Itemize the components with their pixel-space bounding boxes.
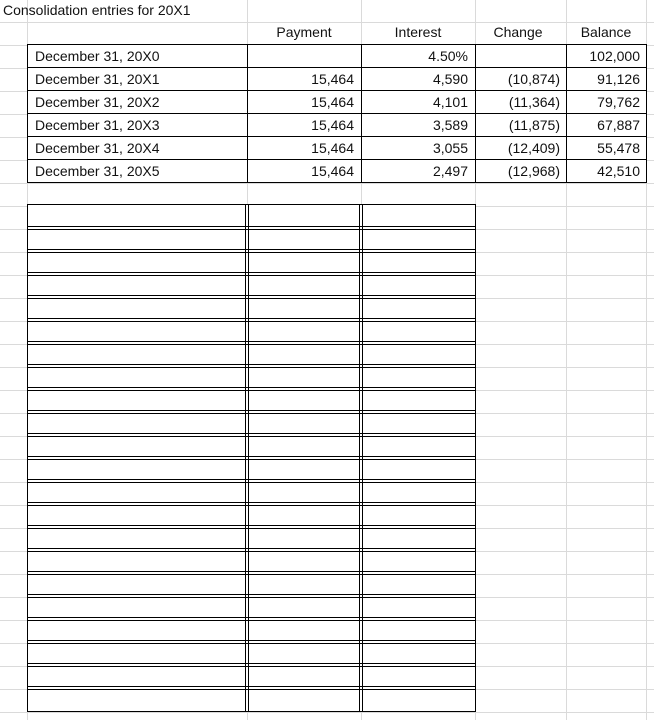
table-row: [28, 160, 646, 183]
table-row: [28, 137, 646, 160]
interest-cell[interactable]: 4.50%: [428, 48, 468, 64]
date-cell[interactable]: December 31, 20X4: [35, 140, 160, 156]
sheet-title[interactable]: Consolidation entries for 20X1: [3, 2, 191, 18]
header-balance[interactable]: Balance: [580, 24, 632, 40]
change-cell[interactable]: (12,409): [507, 140, 560, 156]
date-cell[interactable]: December 31, 20X1: [35, 71, 160, 87]
header-payment[interactable]: Payment: [276, 24, 332, 40]
interest-cell[interactable]: 3,055: [432, 140, 468, 156]
change-cell[interactable]: (10,874): [507, 71, 560, 87]
date-cell[interactable]: December 31, 20X2: [35, 94, 160, 110]
interest-cell[interactable]: 4,101: [432, 94, 468, 110]
interest-cell[interactable]: 2,497: [432, 163, 468, 179]
date-cell[interactable]: December 31, 20X3: [35, 117, 160, 133]
interest-cell[interactable]: 4,590: [432, 71, 468, 87]
interest-cell[interactable]: 3,589: [432, 117, 468, 133]
balance-cell[interactable]: 55,478: [597, 140, 640, 156]
balance-cell[interactable]: 79,762: [597, 94, 640, 110]
payment-cell[interactable]: 15,464: [311, 140, 354, 156]
payment-cell[interactable]: 15,464: [311, 71, 354, 87]
balance-cell[interactable]: 91,126: [597, 71, 640, 87]
journal-entry-grid[interactable]: [27, 204, 476, 712]
balance-cell[interactable]: 102,000: [589, 48, 640, 64]
payment-cell[interactable]: 15,464: [311, 117, 354, 133]
payment-cell[interactable]: 15,464: [311, 94, 354, 110]
header-interest[interactable]: Interest: [394, 24, 442, 40]
change-cell[interactable]: (11,364): [508, 94, 560, 110]
balance-cell[interactable]: 42,510: [597, 163, 640, 179]
table-row: [28, 114, 646, 137]
table-row: [28, 91, 646, 114]
amortization-table: [27, 44, 647, 183]
date-cell[interactable]: December 31, 20X5: [35, 163, 160, 179]
change-cell[interactable]: (11,875): [508, 117, 560, 133]
header-change[interactable]: Change: [493, 24, 543, 40]
date-cell[interactable]: December 31, 20X0: [35, 48, 160, 64]
change-cell[interactable]: (12,968): [507, 163, 560, 179]
table-row: [28, 45, 646, 68]
balance-cell[interactable]: 67,887: [597, 117, 640, 133]
table-row: [28, 68, 646, 91]
payment-cell[interactable]: 15,464: [311, 163, 354, 179]
